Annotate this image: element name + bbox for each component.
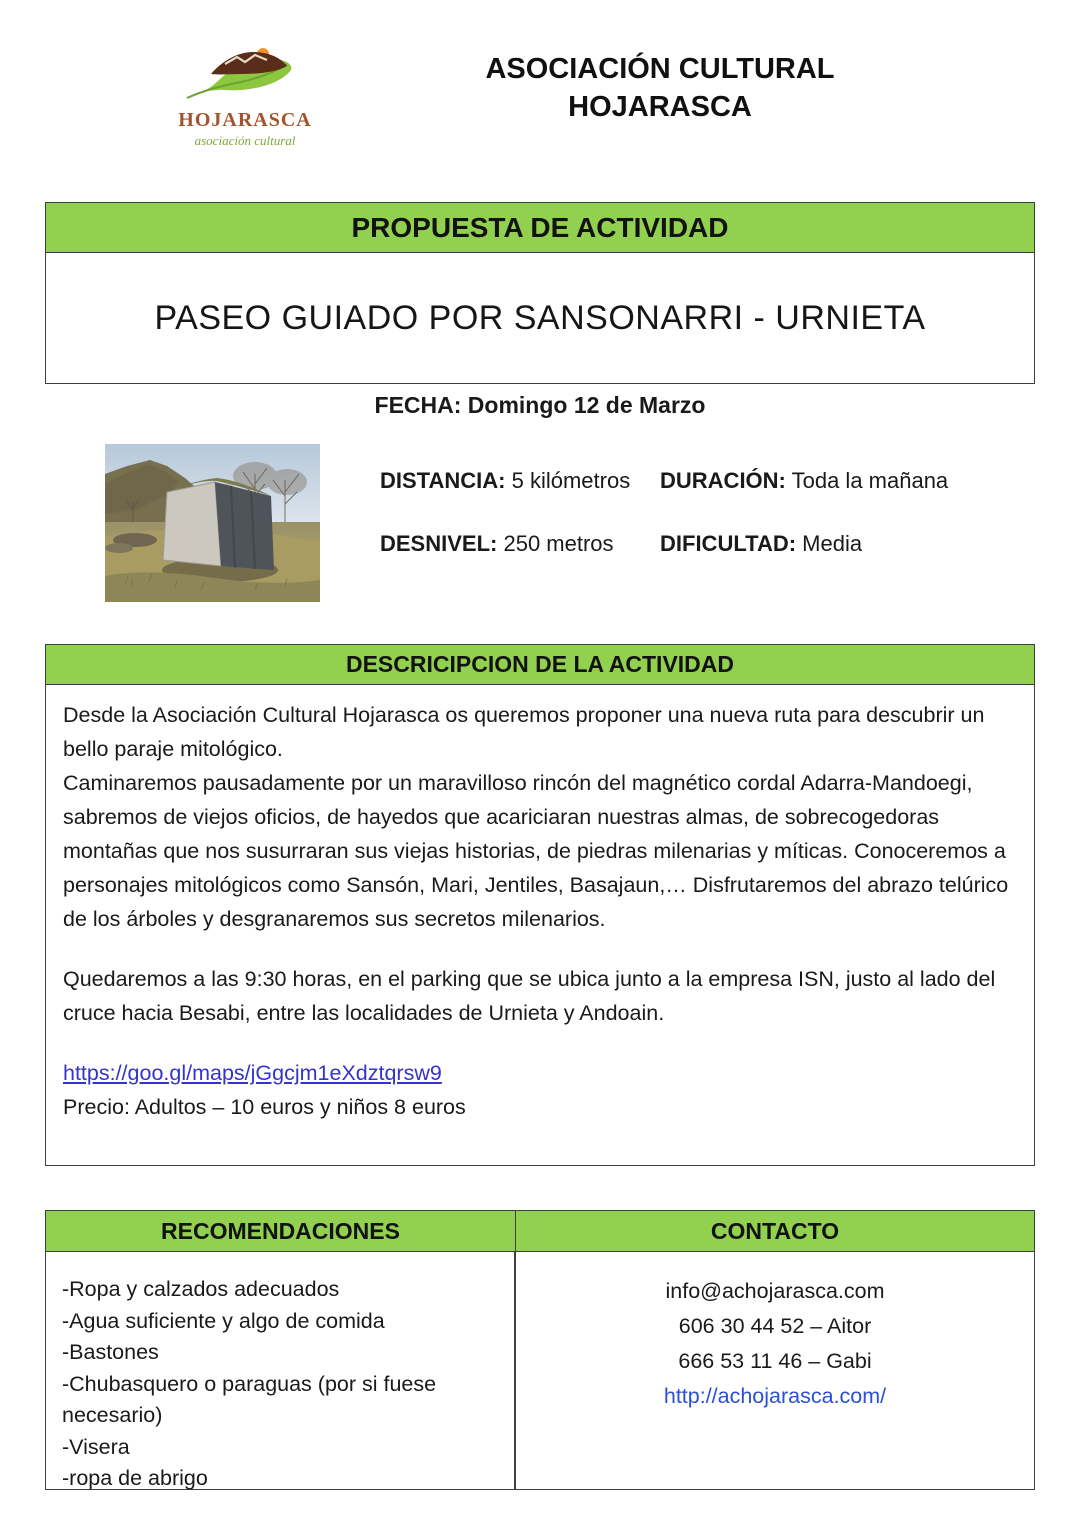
contact-list (526, 1274, 1024, 1414)
description-section (45, 644, 1035, 1166)
recommendations-contact-section (45, 1210, 1035, 1490)
desnivel-value: 250 metros (503, 531, 614, 556)
contact-cell (515, 1252, 1035, 1490)
sansonarri-boulder-photo (105, 444, 320, 602)
list-item: -Ropa y calzados adecuados (62, 1277, 340, 1301)
description-paragraph: Desde la Asociación Cultural Hojarasca os queremos proponer una nueva ruta para descubrir un bello paraje mitológico. (63, 703, 985, 761)
detail-desnivel (380, 531, 660, 557)
proposal-banner: PROPUESTA DE ACTIVIDAD (45, 202, 1035, 253)
recommendations-cell (45, 1252, 515, 1490)
activity-date: FECHA: Domingo 12 de Marzo (374, 392, 706, 418)
list-item: -Visera (62, 1434, 130, 1459)
description-body (45, 685, 1035, 1166)
org-title-line1: ASOCIACIÓN CULTURAL (485, 53, 835, 85)
proposal-section (45, 202, 1035, 384)
list-item: -Bastones (62, 1340, 159, 1364)
duracion-label: DURACIÓN: (660, 468, 786, 493)
detail-dificultad (660, 531, 1025, 557)
website-link[interactable]: http://achojarasca.com/ (663, 1384, 887, 1408)
google-maps-link[interactable]: https://goo.gl/maps/jGgcjm1eXdztqrsw9 (63, 1061, 442, 1085)
desnivel-label: DESNIVEL: (380, 531, 498, 556)
contact-phone-aitor: 606 30 44 52 – Aitor (678, 1314, 872, 1338)
price-line: Precio: Adultos – 10 euros y niños 8 euros (63, 1095, 466, 1119)
page-title (440, 50, 880, 126)
list-item: -Chubasquero o paraguas (por si fuese necesario) (62, 1371, 437, 1427)
recommendations-list (62, 1274, 500, 1495)
activity-title: PASEO GUIADO POR SANSONARRI - URNIETA (45, 253, 1035, 384)
dificultad-label: DIFICULTAD: (660, 531, 797, 556)
logo-wordmark: HOJARASCA (178, 109, 312, 131)
description-paragraph: Quedaremos a las 9:30 horas, en el parking que se ubica junto a la empresa ISN, justo al lado del cruce hacia Besabi, entre las localidades de Urnieta y Andoain. (63, 967, 996, 1025)
description-paragraph: Caminaremos pausadamente por un maravilloso rincón del magnético cordal Adarra-Mandoegi, sabremos de viejos oficios, de hayedos que acariciaran nuestras almas, de sobrecogedoras montañas que nos susurraran sus viejas historias, de piedras milenarias y míticas. Conoceremos a personajes mitológicos como Sansón, Mari, Jentiles, Basajaun,… Disfrutaremos del abrazo telúrico de los árboles y desgranaremos sus secretos milenarios. (63, 771, 1009, 931)
detail-duracion (660, 468, 1025, 494)
list-item: -Agua suficiente y algo de comida (62, 1308, 385, 1333)
detail-distancia (380, 468, 660, 494)
activity-details (380, 468, 1025, 557)
list-item: -ropa de abrigo (62, 1466, 208, 1490)
dificultad-value: Media (802, 531, 863, 556)
contact-banner: CONTACTO (515, 1210, 1035, 1252)
duracion-value: Toda la mañana (791, 468, 949, 493)
description-banner: DESCRICIPCION DE LA ACTIVIDAD (45, 644, 1035, 685)
org-title-line2: HOJARASCA (568, 91, 752, 123)
leaf-mountain-logo-icon (181, 44, 309, 102)
logo-subtitle: asociación cultural (194, 133, 296, 148)
recommendations-banner: RECOMENDACIONES (45, 1210, 515, 1252)
contact-email: info@achojarasca.com (665, 1279, 885, 1303)
distancia-value: 5 kilómetros (511, 468, 631, 493)
contact-phone-gabi: 666 53 11 46 – Gabi (678, 1349, 872, 1373)
hojarasca-logo (175, 44, 315, 149)
distancia-label: DISTANCIA: (380, 468, 506, 493)
